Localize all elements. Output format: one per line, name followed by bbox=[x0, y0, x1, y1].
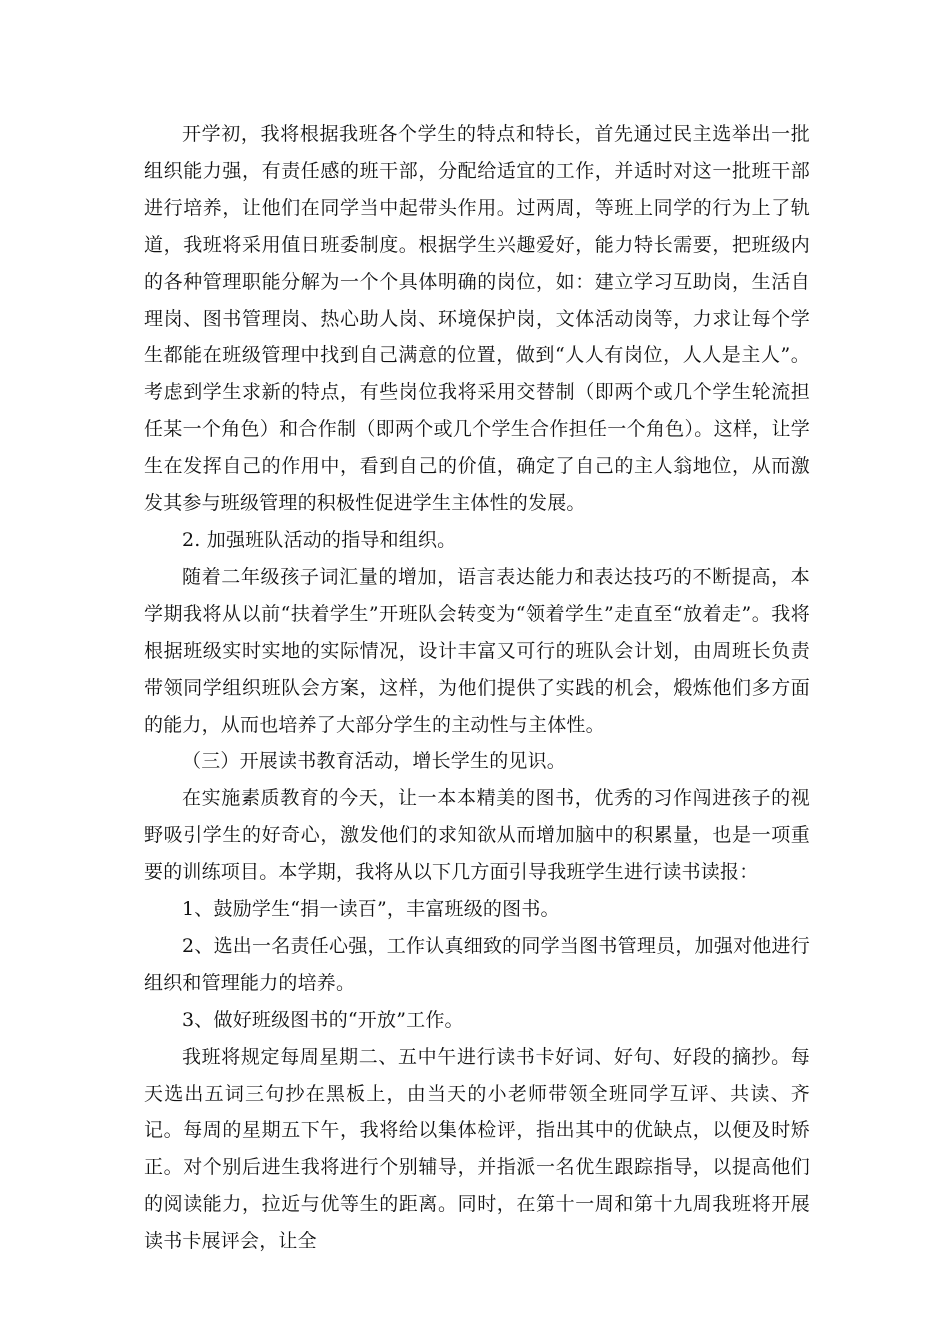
paragraph-heading-team-activities: 2. 加强班队活动的指导和组织。 bbox=[182, 528, 457, 551]
paragraph-list-item-2: 2、选出一名责任心强，工作认真细致的同学当图书管理员，加强对他进行组织和管理能力的培养。 bbox=[144, 934, 810, 994]
paragraph-heading-reading: （三）开展读书教育活动，增长学生的见识。 bbox=[182, 750, 567, 773]
paragraph-reading-intro: 在实施素质教育的今天，让一本本精美的图书，优秀的习作闯进孩子的视野吸引学生的好奇心，激发他们的求知欲从而增加脑中的积累量，也是一项重要的训练项目。本学期，我将从以下几方面引导我班学生进行读书读报： bbox=[144, 787, 810, 884]
paragraph-class-cadre: 开学初，我将根据我班各个学生的特点和特长，首先通过民主选举出一批组织能力强，有责任感的班干部，分配给适宜的工作，并适时对这一批班干部进行培养，让他们在同学当中起带头作用。过两周，等班上同学的行为上了轨道，我班将采用值日班委制度。根据学生兴趣爱好，能力特长需要，把班级内的各种管理职能分解为一个个具体明确的岗位，如：建立学习互助岗，生活自理岗、图书管理岗、热心助人岗、环境保护岗，文体活动岗等，力求让每个学生都能在班级管理中找到自己满意的位置，做到“人人有岗位，人人是主人”。考虑到学生求新的特点，有些岗位我将采用交替制（即两个或几个学生轮流担任某一个角色）和合作制（即两个或几个学生合作担任一个角色）。这样，让学生在发挥自己的作用中，看到自己的价值，确定了自己的主人翁地位，从而激发其参与班级管理的积极性促进学生主体性的发展。 bbox=[144, 123, 810, 515]
paragraph-list-item-1: 1、鼓励学生“捐一读百”，丰富班级的图书。 bbox=[182, 898, 560, 921]
paragraph-reading-schedule: 我班将规定每周星期二、五中午进行读书卡好词、好句、好段的摘抄。每天选出五词三句抄在黑板上，由当天的小老师带领全班同学互评、共读、齐记。每周的星期五下午，我将给以集体检评，指出其中的优缺点，以便及时矫正。对个别后进生我将进行个别辅导，并指派一名优生跟踪指导，以提高他们的阅读能力，拉近与优等生的距离。同时，在第十一周和第十九周我班将开展读书卡展评会，让全 bbox=[144, 1045, 810, 1253]
document-body bbox=[144, 116, 810, 1260]
paragraph-list-item-3: 3、做好班级图书的“开放”工作。 bbox=[182, 1008, 464, 1031]
paragraph-team-meetings: 随着二年级孩子词汇量的增加，语言表达能力和表达技巧的不断提高，本学期我将从以前“扶着学生”开班队会转变为“领着学生”走直至“放着走”。我将根据班级实时实地的实际情况，设计丰富又可行的班队会计划，由周班长负责带领同学组织班队会方案，这样，为他们提供了实践的机会，煅炼他们多方面的能力，从而也培养了大部分学生的主动性与主体性。 bbox=[144, 565, 810, 736]
